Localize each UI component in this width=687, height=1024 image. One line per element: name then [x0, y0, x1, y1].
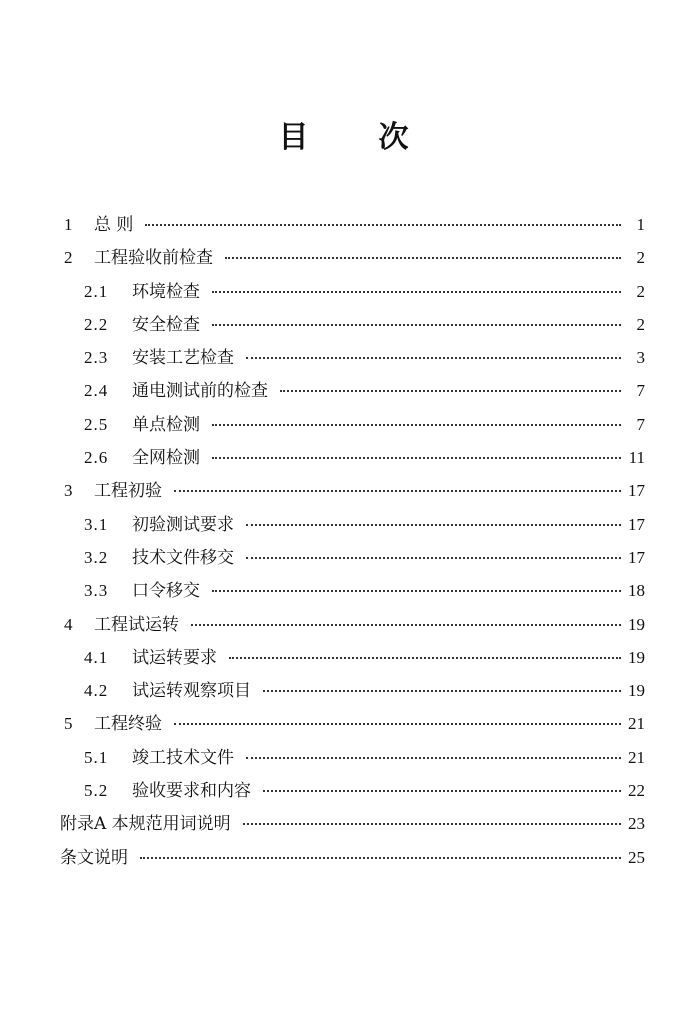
toc-entry-label: 口令移交: [132, 581, 200, 602]
toc-entry-label: 工程终验: [94, 714, 162, 735]
toc-entry-label: 试运转观察项目: [132, 681, 251, 702]
toc-entry[interactable]: [60, 310, 645, 343]
toc-entry[interactable]: [60, 243, 645, 276]
dot-leader: [140, 857, 621, 859]
toc-entry[interactable]: [60, 443, 645, 476]
toc-entry-label: 试运转要求: [132, 647, 217, 668]
toc-entry-number: 4: [64, 614, 73, 634]
toc-entry-label: 通电测试前的检查: [132, 381, 268, 402]
toc-entry-number: 2.5: [84, 414, 109, 434]
toc-entry-page-number: 19: [628, 614, 645, 634]
toc-entry-label: 工程初验: [94, 481, 162, 502]
dot-leader: [212, 324, 621, 326]
title-char-2: 次: [378, 120, 409, 155]
toc-entry-label: 条文说明: [60, 847, 128, 868]
dot-leader: [243, 823, 621, 825]
dot-leader: [191, 624, 621, 626]
toc-entry-number: 5.2: [84, 781, 109, 801]
toc-entry-label: 技术文件移交: [132, 547, 234, 568]
toc-entry-label: 初验测试要求: [132, 514, 234, 535]
toc-entry[interactable]: [60, 376, 645, 409]
dot-leader: [174, 723, 621, 725]
toc-entry-number: 3.2: [84, 547, 109, 567]
dot-leader: [246, 757, 621, 759]
toc-entry-number: 5.1: [84, 747, 109, 767]
toc-entry-number: 4.2: [84, 681, 109, 701]
toc-entry-page-number: 17: [628, 481, 645, 501]
toc-entry-page-number: 2: [636, 281, 645, 301]
toc-entry-page-number: 21: [628, 714, 645, 734]
toc-entry-page-number: 17: [628, 547, 645, 567]
dot-leader: [280, 390, 621, 392]
dot-leader: [229, 657, 621, 659]
toc-entry-page-number: 1: [636, 215, 645, 234]
toc-entry[interactable]: [60, 843, 645, 876]
toc-entry-page-number: 18: [628, 581, 645, 601]
dot-leader: [225, 257, 621, 259]
toc-entry-page-number: 19: [628, 647, 645, 667]
toc-entry-label: 全网检测: [132, 448, 200, 469]
toc-entry[interactable]: [60, 743, 645, 776]
toc-entry[interactable]: [60, 643, 645, 676]
toc-entry-number: 2.2: [84, 314, 109, 334]
toc-entry-label: 工程试运转: [94, 614, 179, 635]
toc-entry[interactable]: [60, 343, 645, 376]
toc-entry-number: 3.1: [84, 514, 109, 534]
toc-entry[interactable]: [60, 476, 645, 509]
toc-entry[interactable]: [60, 277, 645, 310]
toc-entry[interactable]: [60, 210, 645, 243]
toc-entry-page-number: 2: [636, 248, 645, 268]
toc-entry-number: 3: [64, 481, 73, 501]
toc-entry-number: 3.3: [84, 581, 109, 601]
toc-entry-label: 环境检查: [132, 281, 200, 302]
dot-leader: [263, 790, 621, 792]
toc-entry-page-number: 22: [628, 781, 645, 801]
dot-leader: [212, 291, 621, 293]
toc-entry-page-number: 11: [628, 448, 645, 468]
toc-entry-number: 2.1: [84, 281, 109, 301]
toc-entry-page-number: 7: [636, 414, 645, 434]
table-of-contents: [60, 210, 645, 876]
toc-entry-number: 2: [64, 248, 73, 268]
toc-entry[interactable]: [60, 543, 645, 576]
toc-entry-page-number: 2: [636, 314, 645, 334]
toc-entry-number: 2.4: [84, 381, 109, 401]
toc-entry-number: 1: [64, 215, 73, 234]
toc-entry[interactable]: [60, 576, 645, 609]
toc-entry[interactable]: [60, 610, 645, 643]
toc-entry-number: 2.6: [84, 448, 109, 468]
toc-entry-label: 安装工艺检查: [132, 348, 234, 369]
toc-entry-label: 总 则: [94, 215, 134, 235]
dot-leader: [246, 524, 621, 526]
toc-entry-page-number: 3: [636, 348, 645, 368]
toc-entry[interactable]: [60, 410, 645, 443]
toc-entry-label: 竣工技术文件: [132, 747, 234, 768]
toc-entry-page-number: 19: [628, 681, 645, 701]
toc-entry[interactable]: [60, 510, 645, 543]
toc-entry[interactable]: [60, 809, 645, 842]
dot-leader: [246, 557, 621, 559]
dot-leader: [174, 490, 621, 492]
toc-entry-label: 验收要求和内容: [132, 781, 251, 802]
toc-entry[interactable]: [60, 676, 645, 709]
toc-entry-label: 安全检查: [132, 314, 200, 335]
toc-entry-page-number: 17: [628, 514, 645, 534]
toc-entry-label: 工程验收前检查: [94, 248, 213, 269]
toc-entry-page-number: 21: [628, 747, 645, 767]
toc-entry-label: 附录A 本规范用词说明: [60, 814, 231, 835]
toc-entry-number: 5: [64, 714, 73, 734]
toc-entry-label: 单点检测: [132, 414, 200, 435]
toc-entry-page-number: 23: [628, 814, 645, 834]
dot-leader: [145, 224, 621, 226]
dot-leader: [212, 590, 621, 592]
dot-leader: [246, 357, 621, 359]
toc-entry[interactable]: [60, 776, 645, 809]
toc-entry-page-number: 25: [628, 847, 645, 867]
title-char-1: 目: [278, 120, 309, 155]
page-title: [0, 112, 687, 156]
toc-entry[interactable]: [60, 709, 645, 742]
dot-leader: [263, 690, 621, 692]
toc-entry-page-number: 7: [636, 381, 645, 401]
dot-leader: [212, 424, 621, 426]
toc-entry-number: 2.3: [84, 348, 109, 368]
toc-entry-number: 4.1: [84, 647, 109, 667]
dot-leader: [212, 457, 621, 459]
